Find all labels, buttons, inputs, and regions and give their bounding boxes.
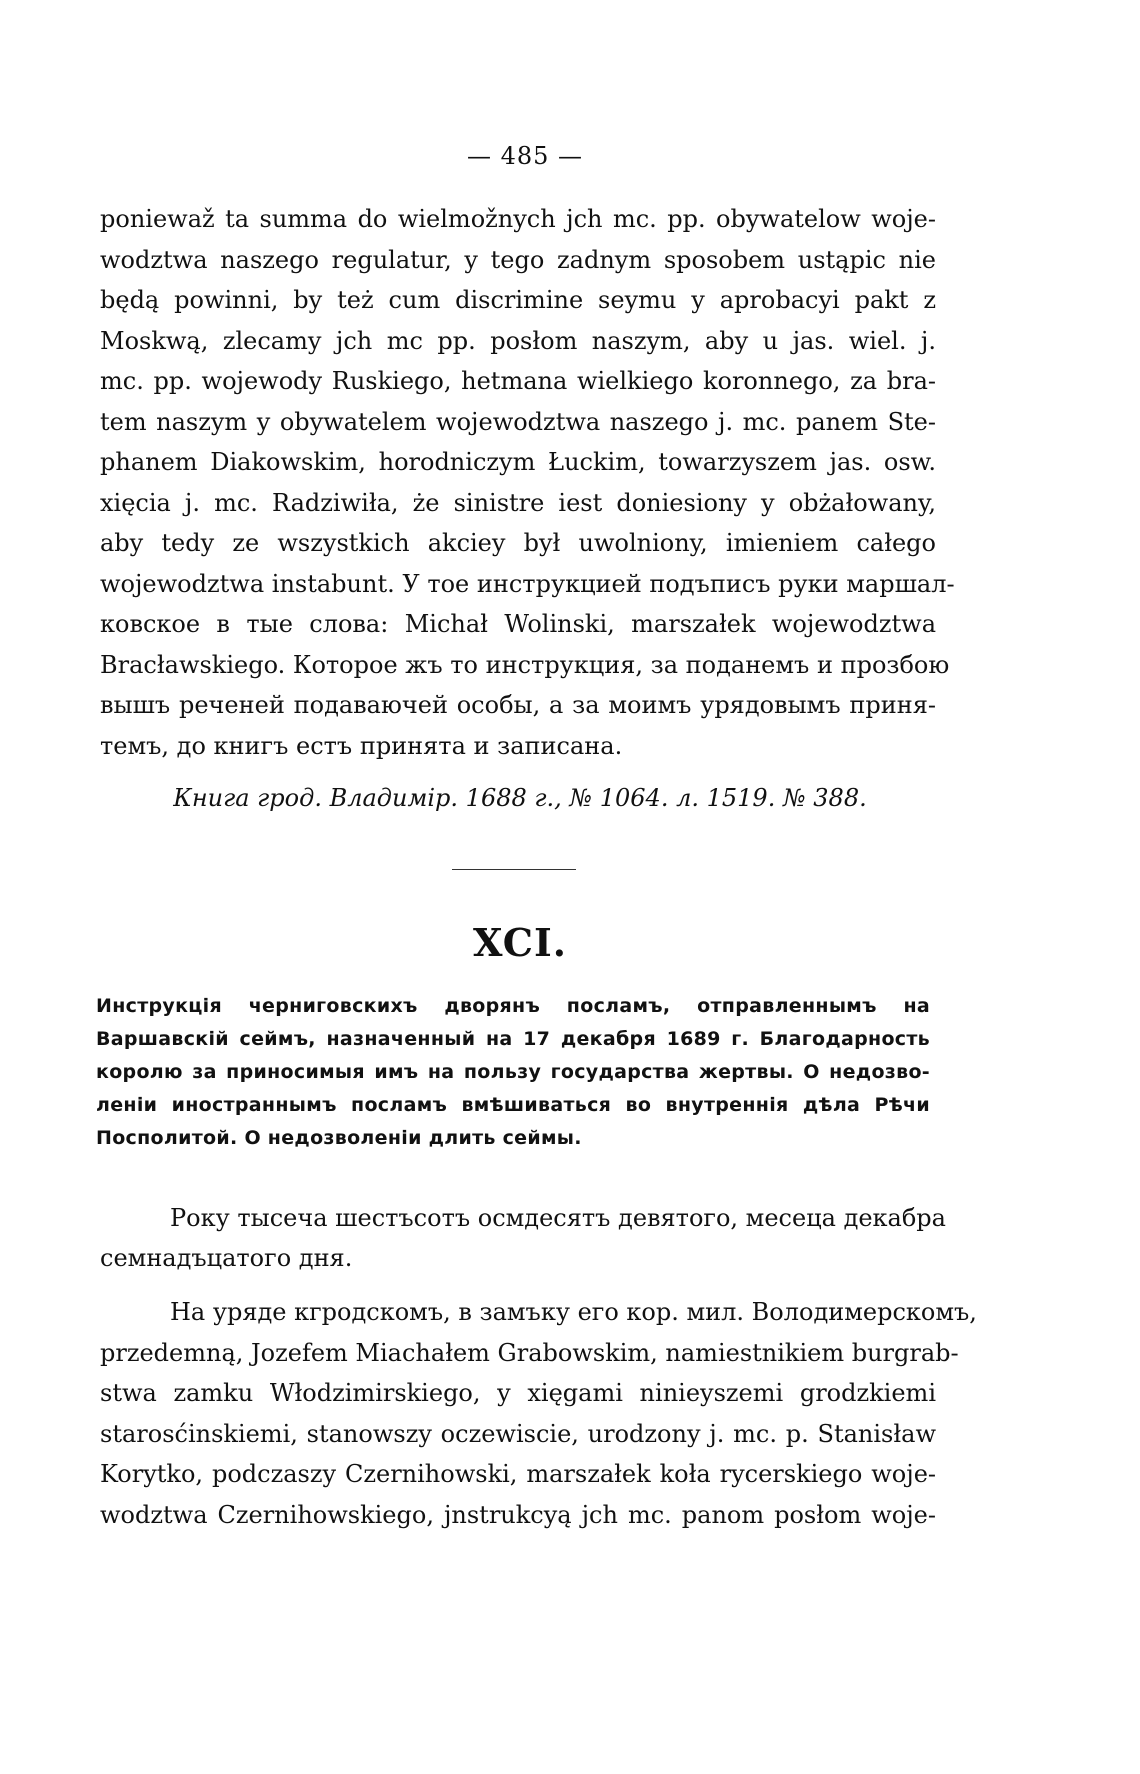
body-line: вышъ реченей подаваючей особы, а за моимъ урядовымъ приня-	[100, 691, 936, 719]
summary-line: леніи иностраннымъ посламъ вмѣшиваться во внутреннія дѣла Рѣчи	[96, 1094, 930, 1116]
section-divider	[452, 869, 576, 870]
body-line: xięcia j. mc. Radziwiła, że sinistre iest doniesiony y obżałowany,	[100, 488, 936, 517]
section-numeral: XCI.	[472, 920, 568, 965]
body-line: Bracławskiego. Которое жъ то инструкция, за поданемъ и прозбою	[100, 650, 950, 679]
paragraph-line: семнадъцатого дня.	[100, 1244, 353, 1272]
body-line: mc. pp. wojewody Ruskiego, hetmana wielkiego koronnego, za bra-	[100, 367, 936, 395]
body-line: Moskwą, zlecamy jch mc pp. posłom naszym, aby u jas. wiel. j.	[100, 326, 936, 355]
body-line: wodztwa naszego regulatur, y tego zadnym sposobem ustąpic nie	[100, 245, 936, 274]
summary-line: королю за приносимыя имъ на пользу государства жертвы. О недозво-	[96, 1061, 930, 1083]
paragraph-line: stwa zamku Włodzimirskiego, y xięgami ninieyszemi grodzkiemi	[100, 1379, 936, 1407]
paragraph-line: Korytko, podczaszy Czernihowski, marszałek koła rycerskiego woje-	[100, 1460, 936, 1488]
body-line: będą powinni, by też cum discrimine seymu y aprobacyi pakt z	[100, 286, 936, 314]
paragraph-line: przedemną, Jozefem Miachałem Grabowskim, namiestnikiem burgrab-	[100, 1338, 959, 1367]
body-line: темъ, до книгъ естъ принята и записана.	[100, 731, 623, 760]
paragraph-line: wodztwa Czernihowskiego, jnstrukcyą jch mc. panom posłom woje-	[100, 1500, 936, 1529]
paragraph-line: starosćinskiemi, stanowszy oczewiscie, urodzony j. mc. p. Stanisław	[100, 1419, 936, 1448]
summary-line: Инструкція черниговскихъ дворянъ посламъ, отправленнымъ на	[96, 995, 930, 1017]
section-summary	[96, 990, 930, 1155]
paragraph-line: Року тысеча шестъсотъ осмдесятъ девятого, месеца декабра	[170, 1204, 946, 1232]
paragraph-office	[100, 1292, 977, 1535]
body-line: wojewodztwa instabunt. У тое инструкцией подъписъ руки маршал-	[100, 569, 955, 598]
body-line: tem naszym y obywatelem wojewodztwa naszego j. mc. panem Ste-	[100, 407, 936, 436]
body-line: phanem Diakowskim, horodniczym Łuckim, towarzyszem jas. osw.	[100, 448, 936, 476]
body-line: aby tedy ze wszystkich akciey był uwolniony, imieniem całego	[100, 529, 936, 557]
summary-line: Посполитой. О недозволеніи длить сеймы.	[96, 1127, 582, 1149]
body-line: ковское в тые слова: Michał Wolinski, marszałek wojewodztwa	[100, 610, 936, 638]
summary-line: Варшавскій сеймъ, назначенный на 17 декабря 1689 г. Благодарность	[96, 1028, 930, 1050]
body-line: poniewaž ta summa do wielmožnych jch mc. pp. obywatelow woje-	[100, 205, 936, 233]
page-number: — 485 —	[466, 142, 584, 170]
body-text	[100, 199, 955, 766]
source-citation: Книга грод. Владимір. 1688 г., № 1064. л. 1519. № 388.	[173, 784, 867, 812]
paragraph-line: На уряде кгродскомъ, в замъку его кор. мил. Володимерскомъ,	[170, 1298, 977, 1326]
paragraph-date	[100, 1198, 946, 1278]
